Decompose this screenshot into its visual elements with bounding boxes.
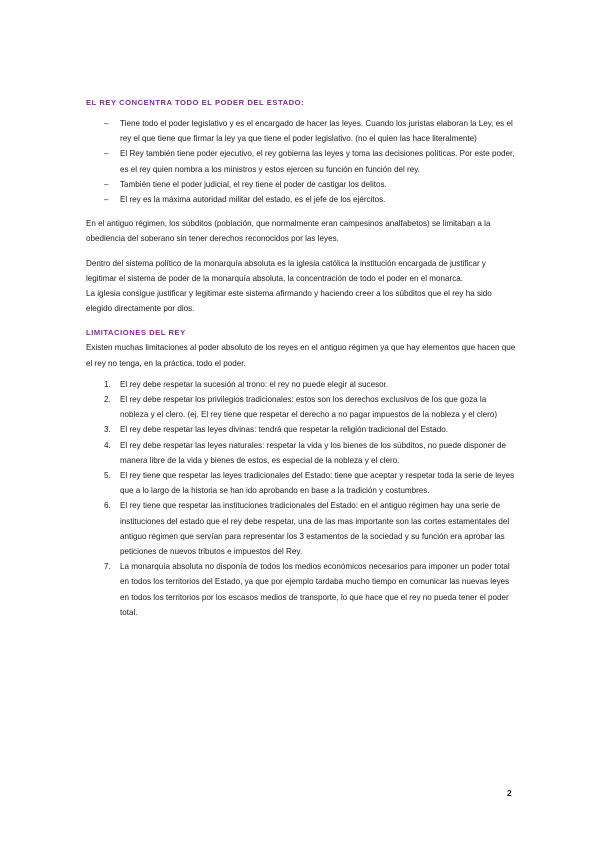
list-item-text: El rey debe respetar las leyes divinas: tendrá que respetar la religión tradicional del Estado. (120, 425, 448, 435)
list-item (86, 377, 516, 392)
dash-bullet: – (104, 195, 109, 205)
item-number: 1. (104, 379, 111, 389)
paragraph-limitaciones-intro: Existen muchas limitaciones al poder absoluto de los reyes en el antiguo régimen ya que hay elementos que hacen que el rey no tenga, en la práctica, todo el poder. (86, 343, 516, 368)
powers-list (86, 116, 516, 207)
item-number: 7. (104, 562, 111, 572)
list-item (86, 177, 516, 192)
list-item-text: También tiene el poder judicial, el rey tiene el poder de castigar los delitos. (120, 179, 387, 189)
page-content (86, 95, 516, 620)
item-number: 6. (104, 501, 111, 511)
limitations-list (86, 377, 516, 620)
list-item-text: El Rey también tiene poder ejecutivo, el rey gobierna las leyes y toma las decisiones políticas. Por este poder, es el rey quien nombra a los ministros y estos ejercen su función en función del rey. (120, 149, 515, 174)
item-number: 3. (104, 425, 111, 435)
list-item (86, 146, 516, 176)
list-item-text: El rey tiene que respetar las instituciones tradicionales del Estado: en el antiguo régimen hay una serie de instituciones del estado que el rey debe respetar, una de las mas importante son las cortes estamentales del antiguo régimen que servían para representar los 3 estamentos de la sociedad y su función era aprobar las peticiones de nuevos tributos e impuestos del Rey. (120, 501, 510, 557)
list-item-text: El rey debe respetar las leyes naturales: respetar la vida y los bienes de los súbditos, no puede disponer de manera libre de la vida y bienes de estos, es especial de la nobleza y el clero. (120, 440, 507, 465)
list-item (86, 192, 516, 207)
dash-bullet: – (104, 119, 109, 128)
list-item (86, 468, 516, 498)
list-item (86, 392, 516, 422)
paragraph-iglesia: Dentro del sistema político de la monarquía absoluta es la iglesia católica la institución encargada de justificar y legitimar el sistema de poder de la monarquía absoluta, la concentración de todo el poder en el monarca. (86, 258, 486, 283)
list-item-text: La monarquía absoluta no disponía de todos los medios económicos necesarios para imponer un poder total en todos los territorios del Estado, ya que por ejemplo tardaba mucho tiempo en comunicar las nuevas leyes en todos los territorios por los escasos medios de transporte, lo que hace que el rey no pueda tener el poder total. (120, 562, 510, 617)
list-item (86, 422, 516, 437)
list-item-text: El rey debe respetar los privilegios tradicionales: estos son los derechos exclusivos de los que goza la nobleza y el clero. (ej. El rey tiene que respetar el derecho a no pagar impuestos de la nobleza y el clero) (120, 395, 498, 420)
section-heading-concentra: EL REY CONCENTRA TODO EL PODER DEL ESTADO: (86, 98, 305, 107)
list-item-text: El rey debe respetar la sucesión al trono: el rey no puede elegir al sucesor. (120, 379, 389, 389)
item-number: 2. (104, 395, 111, 405)
item-number: 4. (104, 440, 111, 450)
list-item (86, 498, 516, 559)
paragraph-iglesia-legitima: La iglesia consigue justificar y legitimar este sistema afirmando y haciendo creer a los súbditos que el rey ha sido elegido directamente por dios. (86, 289, 492, 314)
dash-bullet: – (104, 179, 109, 189)
list-item (86, 559, 516, 620)
list-item (86, 116, 516, 146)
list-item-text: El rey es la máxima autoridad militar del estado, es el jefe de los ejércitos. (120, 195, 386, 205)
list-item (86, 438, 516, 468)
page-number: 2 (507, 788, 512, 798)
list-item-text: El rey tiene que respetar las leyes tradicionales del Estado: tiene que aceptar y respetar toda la serie de leyes que a lo largo de la historia se han ido aprobando en base a la tradición y costumbres. (120, 471, 515, 496)
dash-bullet: – (104, 149, 109, 159)
section-heading-limitaciones: LIMITACIONES DEL REY (86, 328, 186, 338)
paragraph-subditos: En el antiguo régimen, los súbditos (población, que normalmente eran campesinos analfabetos) se limitaban a la obediencia del soberano sin tener derechos reconocidos por las leyes. (86, 219, 491, 244)
item-number: 5. (104, 471, 111, 481)
list-item-text: Tiene todo el poder legislativo y es el encargado de hacer las leyes. Cuando los juristas elaboran la Ley, es el rey el que tiene que firmar la ley ya que tiene el poder legislativo. (no el quien las hace literalmente) (120, 119, 513, 144)
